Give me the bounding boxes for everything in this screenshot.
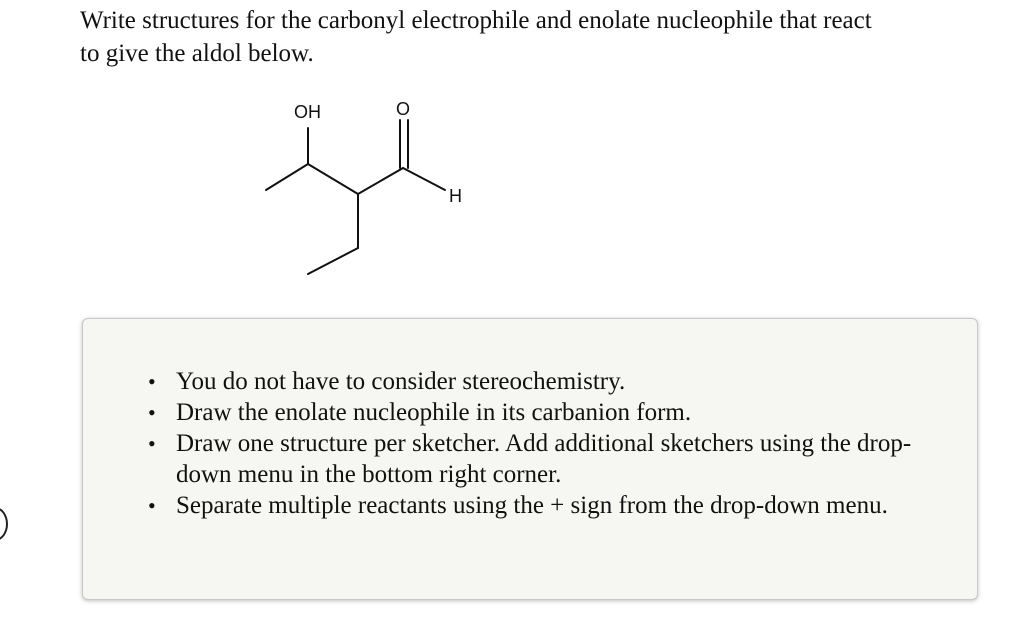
bond-c-h [403,168,445,190]
bond-c-cho [358,168,403,194]
instruction-item [148,366,946,397]
aldol-structure-svg [250,90,480,290]
atom-label-oh: OH [294,102,321,122]
bullet-icon: • [148,493,156,518]
atom-label-h: H [449,186,462,206]
bullet-icon: • [148,400,156,425]
bond-methyl [266,164,308,190]
aldol-structure-diagram [250,90,480,290]
instruction-item [148,428,946,490]
question-line-1: Write structures for the carbonyl electrophile and enolate nucleophile that react [80,7,872,34]
instruction-text: Draw one structure per sketcher. Add additional sketchers using the drop-down menu in the bottom right corner. [176,430,912,488]
instructions-list [148,366,946,521]
question-text [80,4,980,70]
question-line-2: to give the aldol below. [80,40,314,67]
instruction-item [148,490,946,521]
atom-label-o: O [396,99,411,119]
instruction-text: You do not have to consider stereochemistry. [176,368,626,395]
bullet-icon: • [148,369,156,394]
bullet-icon: • [148,431,156,456]
side-panel-toggle-handle[interactable] [0,507,8,541]
instructions-panel [82,318,978,600]
instruction-text: Separate multiple reactants using the + sign from the drop-down menu. [176,492,888,519]
bond-ethyl-2 [308,248,358,274]
instruction-text: Draw the enolate nucleophile in its carbanion form. [176,399,692,426]
bond-c-c [308,164,358,194]
instruction-item [148,397,946,428]
